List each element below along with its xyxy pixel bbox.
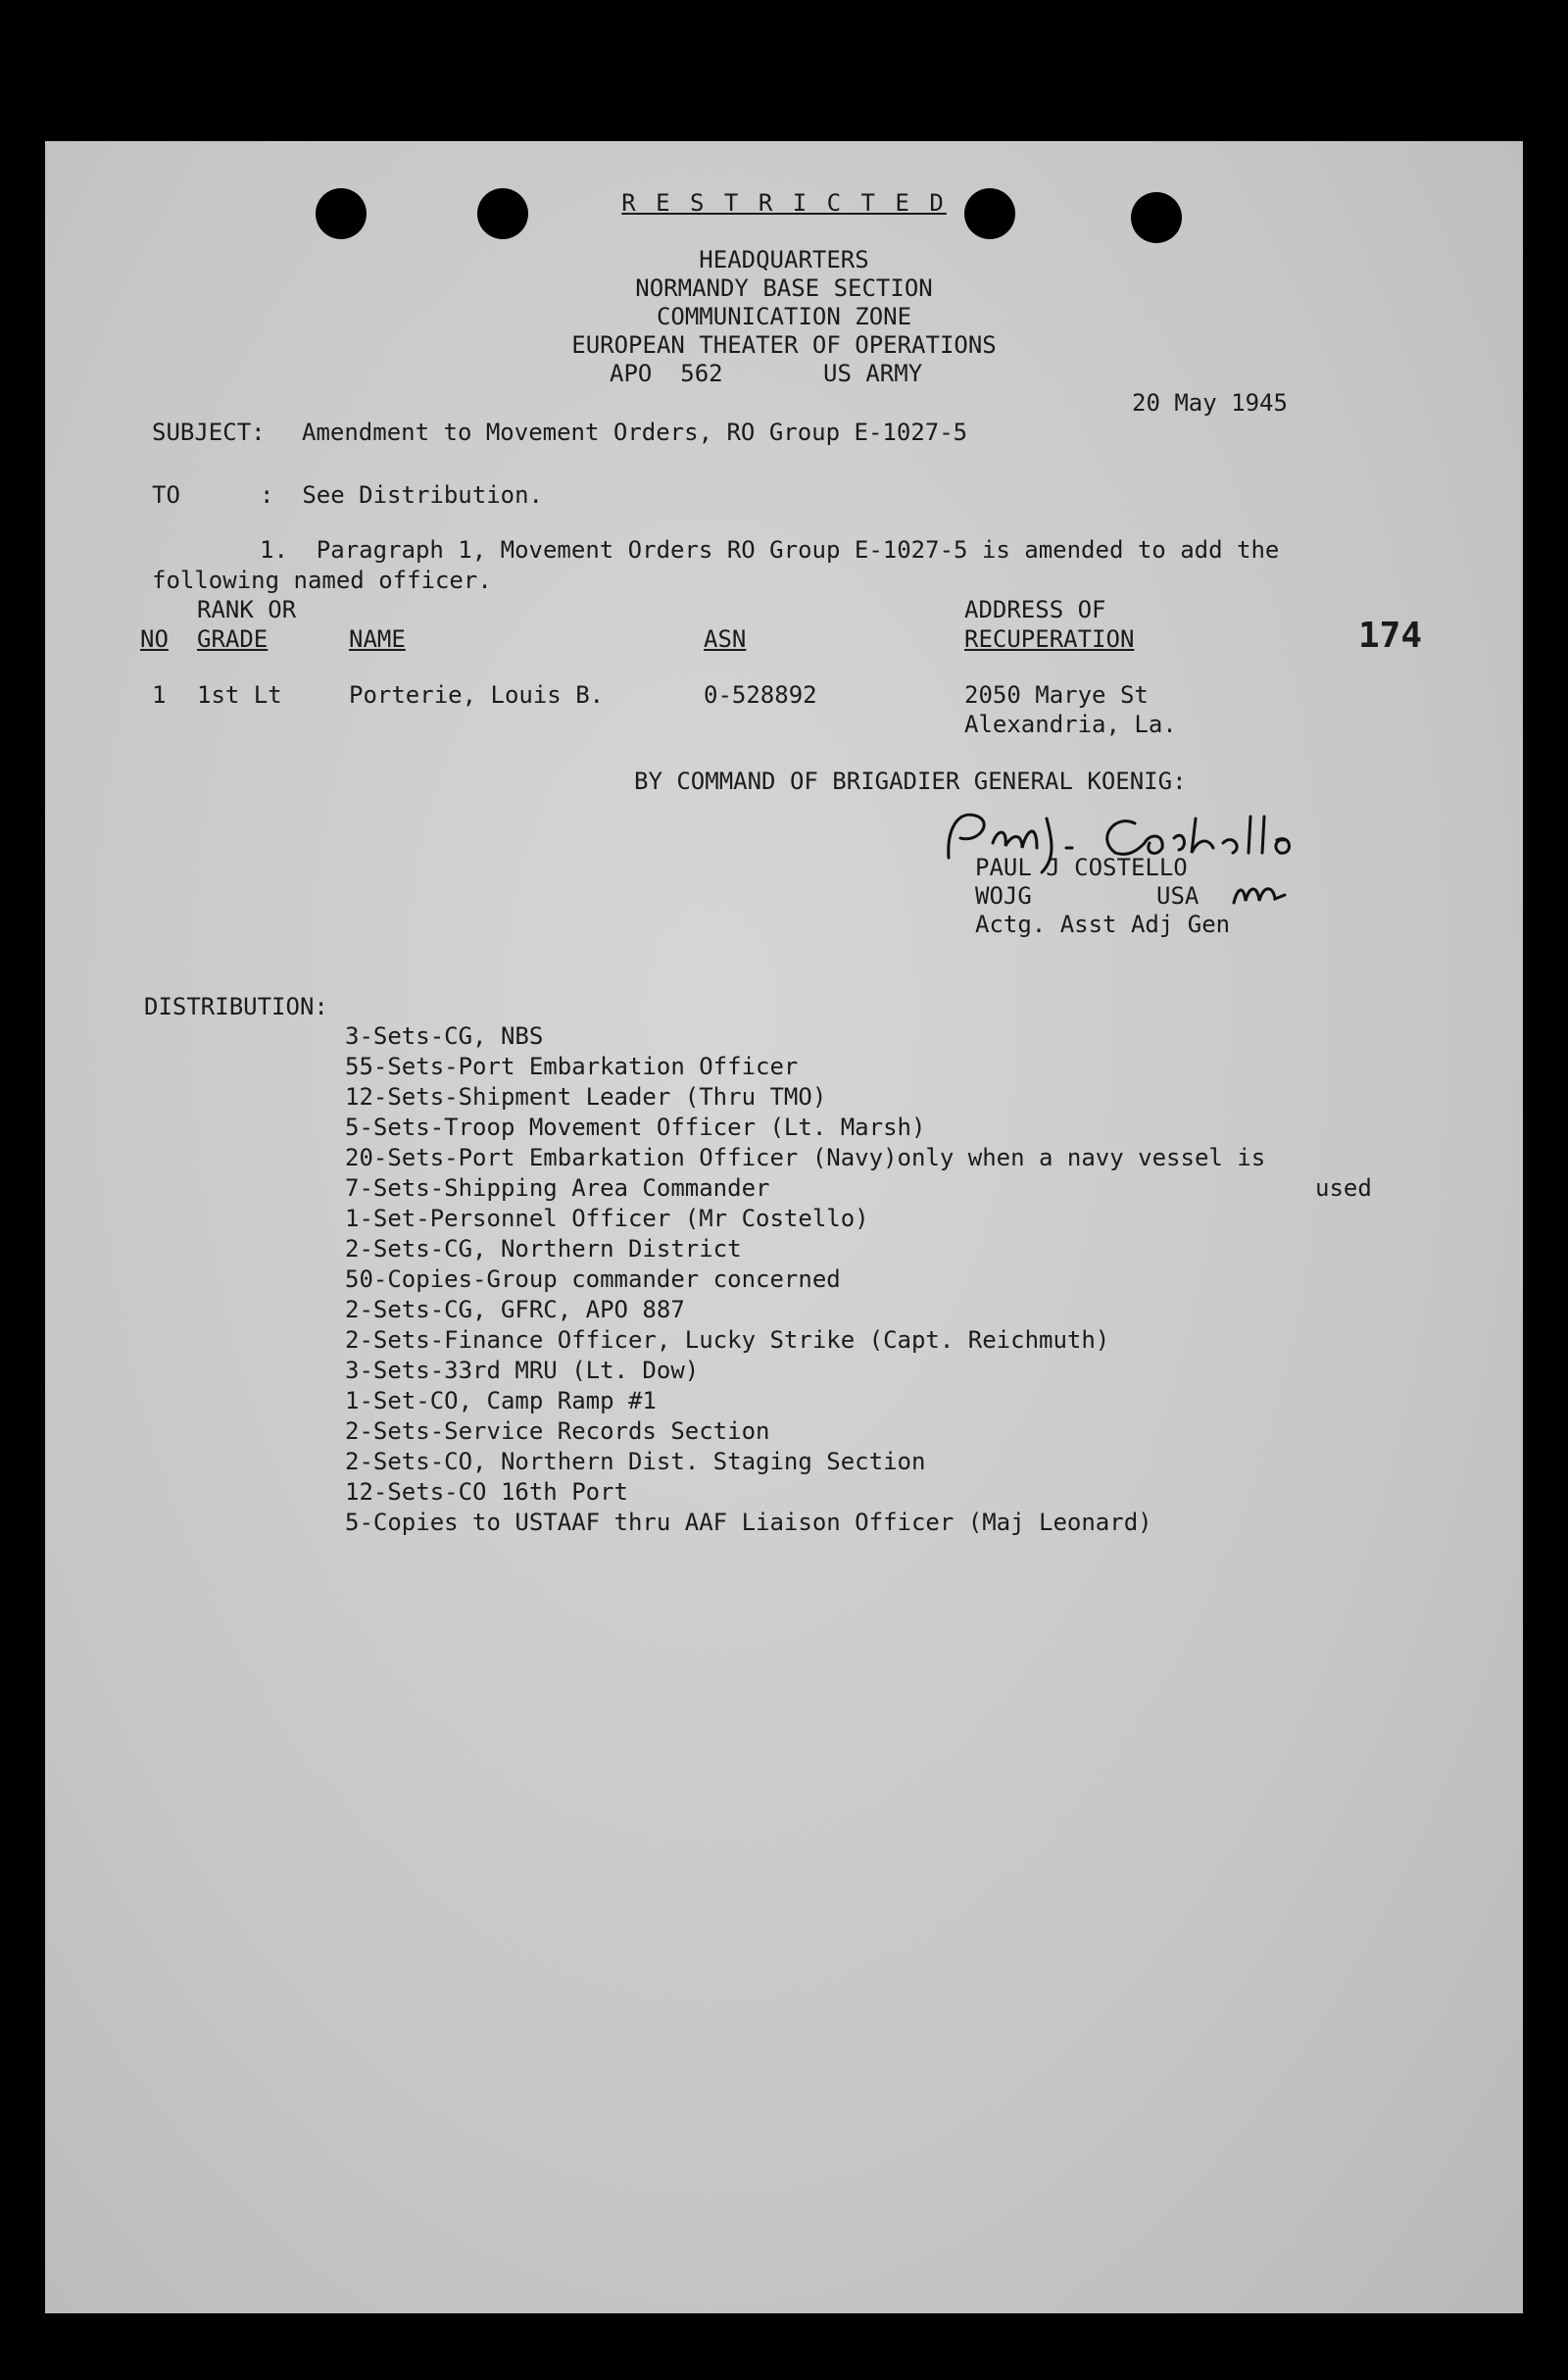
col-header-rank: RANK OR <box>197 596 297 623</box>
distribution-item: 1-Set-Personnel Officer (Mr Costello) <box>345 1205 869 1232</box>
punch-hole <box>316 188 367 239</box>
signer-branch: USA <box>1156 882 1200 910</box>
col-header-address: ADDRESS OF <box>964 596 1106 623</box>
distribution-item: 3-Sets-CG, NBS <box>345 1022 544 1050</box>
row-name: Porterie, Louis B. <box>349 681 605 709</box>
document-date: 20 May 1945 <box>1132 389 1288 417</box>
distribution-item: 3-Sets-33rd MRU (Lt. Dow) <box>345 1357 700 1384</box>
header-line: EUROPEAN THEATER OF OPERATIONS <box>571 331 997 359</box>
distribution-item: 55-Sets-Port Embarkation Officer <box>345 1053 799 1080</box>
header-army: US ARMY <box>823 360 923 387</box>
col-header-asn: ASN <box>704 625 747 653</box>
distribution-item: 12-Sets-Shipment Leader (Thru TMO) <box>345 1083 827 1111</box>
col-header-no: NO <box>140 625 169 653</box>
classification-stamp: R E S T R I C T E D <box>621 189 947 217</box>
punch-hole <box>477 188 528 239</box>
subject-label: SUBJECT: <box>152 419 266 446</box>
distribution-item: 5-Copies to USTAAF thru AAF Liaison Officer (Maj Leonard) <box>345 1509 1152 1536</box>
signer-title: Actg. Asst Adj Gen <box>975 911 1231 938</box>
distribution-item: 2-Sets-CG, Northern District <box>345 1235 742 1263</box>
distribution-item: 2-Sets-Service Records Section <box>345 1417 770 1445</box>
row-address-1: 2050 Marye St <box>964 681 1149 709</box>
page-number: 174 <box>1358 616 1423 656</box>
row-no: 1 <box>152 681 167 709</box>
distribution-item: 12-Sets-CO 16th Port <box>345 1478 628 1506</box>
col-header-recuperation: RECUPERATION <box>964 625 1135 653</box>
punch-hole <box>1131 192 1182 243</box>
subject-text: Amendment to Movement Orders, RO Group E-1027-5 <box>302 419 968 446</box>
to-label: TO <box>152 481 180 509</box>
header-line: HEADQUARTERS <box>699 246 869 273</box>
header-line: COMMUNICATION ZONE <box>656 303 912 330</box>
distribution-item: 5-Sets-Troop Movement Officer (Lt. Marsh) <box>345 1114 926 1141</box>
header-line: NORMANDY BASE SECTION <box>635 274 933 302</box>
paragraph-1: 1. Paragraph 1, Movement Orders RO Group E-1027-5 is amended to add the <box>260 536 1280 564</box>
col-header-grade: GRADE <box>197 625 269 653</box>
punch-hole <box>964 188 1015 239</box>
header-apo: APO 562 <box>610 360 723 387</box>
signer-rank: WOJG <box>975 882 1032 910</box>
row-rank: 1st Lt <box>197 681 282 709</box>
command-line: BY COMMAND OF BRIGADIER GENERAL KOENIG: <box>634 768 1187 795</box>
distribution-item: 2-Sets-CG, GFRC, APO 887 <box>345 1296 685 1323</box>
distribution-item: 20-Sets-Port Embarkation Officer (Navy)only when a navy vessel is <box>345 1144 1266 1171</box>
distribution-item: 7-Sets-Shipping Area Commander <box>345 1174 770 1202</box>
handwritten-initial <box>1230 875 1289 909</box>
distribution-used: used <box>1315 1174 1372 1202</box>
distribution-item: 50-Copies-Group commander concerned <box>345 1265 841 1293</box>
distribution-item: 2-Sets-Finance Officer, Lucky Strike (Capt. Reichmuth) <box>345 1326 1110 1354</box>
distribution-item: 1-Set-CO, Camp Ramp #1 <box>345 1387 657 1414</box>
row-asn: 0-528892 <box>704 681 817 709</box>
row-address-2: Alexandria, La. <box>964 711 1177 738</box>
col-header-name: NAME <box>349 625 406 653</box>
distribution-label: DISTRIBUTION: <box>144 993 328 1020</box>
to-text: : See Distribution. <box>260 481 543 509</box>
distribution-item: 2-Sets-CO, Northern Dist. Staging Section <box>345 1448 926 1475</box>
signer-name: PAUL J COSTELLO <box>975 854 1188 881</box>
paragraph-1-cont: following named officer. <box>152 567 492 594</box>
